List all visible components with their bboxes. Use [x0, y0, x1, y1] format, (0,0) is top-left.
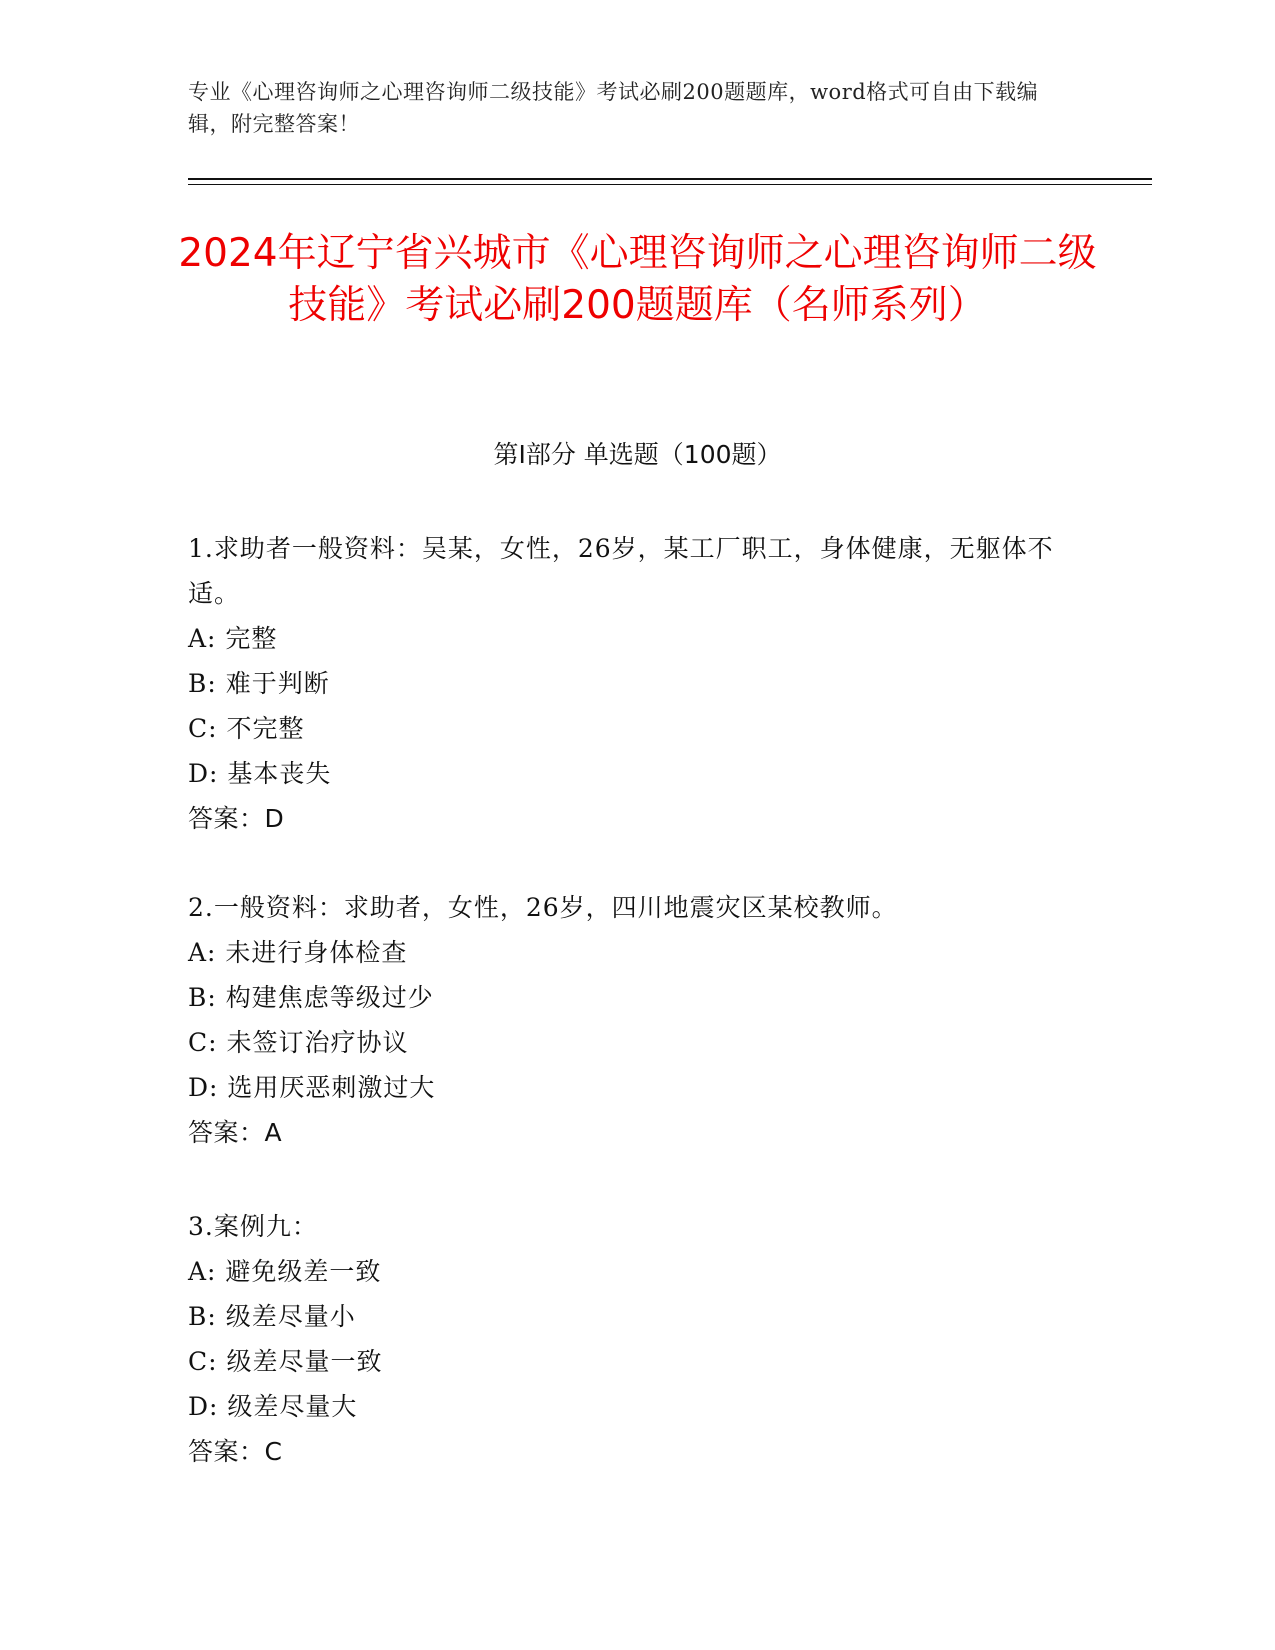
answer: 答案：C: [188, 1437, 283, 1466]
option-d: D: 选用厌恶刺激过大: [188, 1073, 436, 1102]
document-title: 2024年辽宁省兴城市《心理咨询师之心理咨询师二级技能》考试必刷200题题库（名师系列）: [178, 231, 1097, 328]
question-2: [188, 885, 1068, 1155]
option-d: D: 基本丧失: [188, 759, 332, 788]
header-note: 专业《心理咨询师之心理咨询师二级技能》考试必刷200题题库，word格式可自由下载编辑，附完整答案！: [188, 80, 1039, 136]
section-title: 第Ⅰ部分 单选题（100题）: [493, 440, 782, 469]
option-d: D: 级差尽量大: [188, 1392, 358, 1421]
option-b: B: 构建焦虑等级过少: [188, 983, 434, 1012]
option-c: C: 不完整: [188, 714, 305, 743]
answer: 答案：D: [188, 804, 285, 833]
option-c: C: 未签订治疗协议: [188, 1028, 409, 1057]
option-a: A: 未进行身体检查: [188, 938, 408, 967]
header-rule-thick: [188, 178, 1152, 180]
header-rule-thin: [188, 184, 1152, 185]
option-b: B: 级差尽量小: [188, 1302, 356, 1331]
option-b: B: 难于判断: [188, 669, 330, 698]
question-3: [188, 1204, 1068, 1474]
option-a: A: 避免级差一致: [188, 1257, 382, 1286]
option-c: C: 级差尽量一致: [188, 1347, 383, 1376]
question-1: [188, 526, 1068, 841]
answer: 答案：A: [188, 1118, 283, 1147]
question-stem: 2.一般资料：求助者，女性，26岁，四川地震灾区某校教师。: [188, 893, 898, 922]
option-a: A: 完整: [188, 624, 278, 653]
question-stem: 1.求助者一般资料：吴某，女性，26岁，某工厂职工，身体健康，无躯体不适。: [188, 534, 1054, 608]
question-stem: 3.案例九：: [188, 1212, 318, 1241]
